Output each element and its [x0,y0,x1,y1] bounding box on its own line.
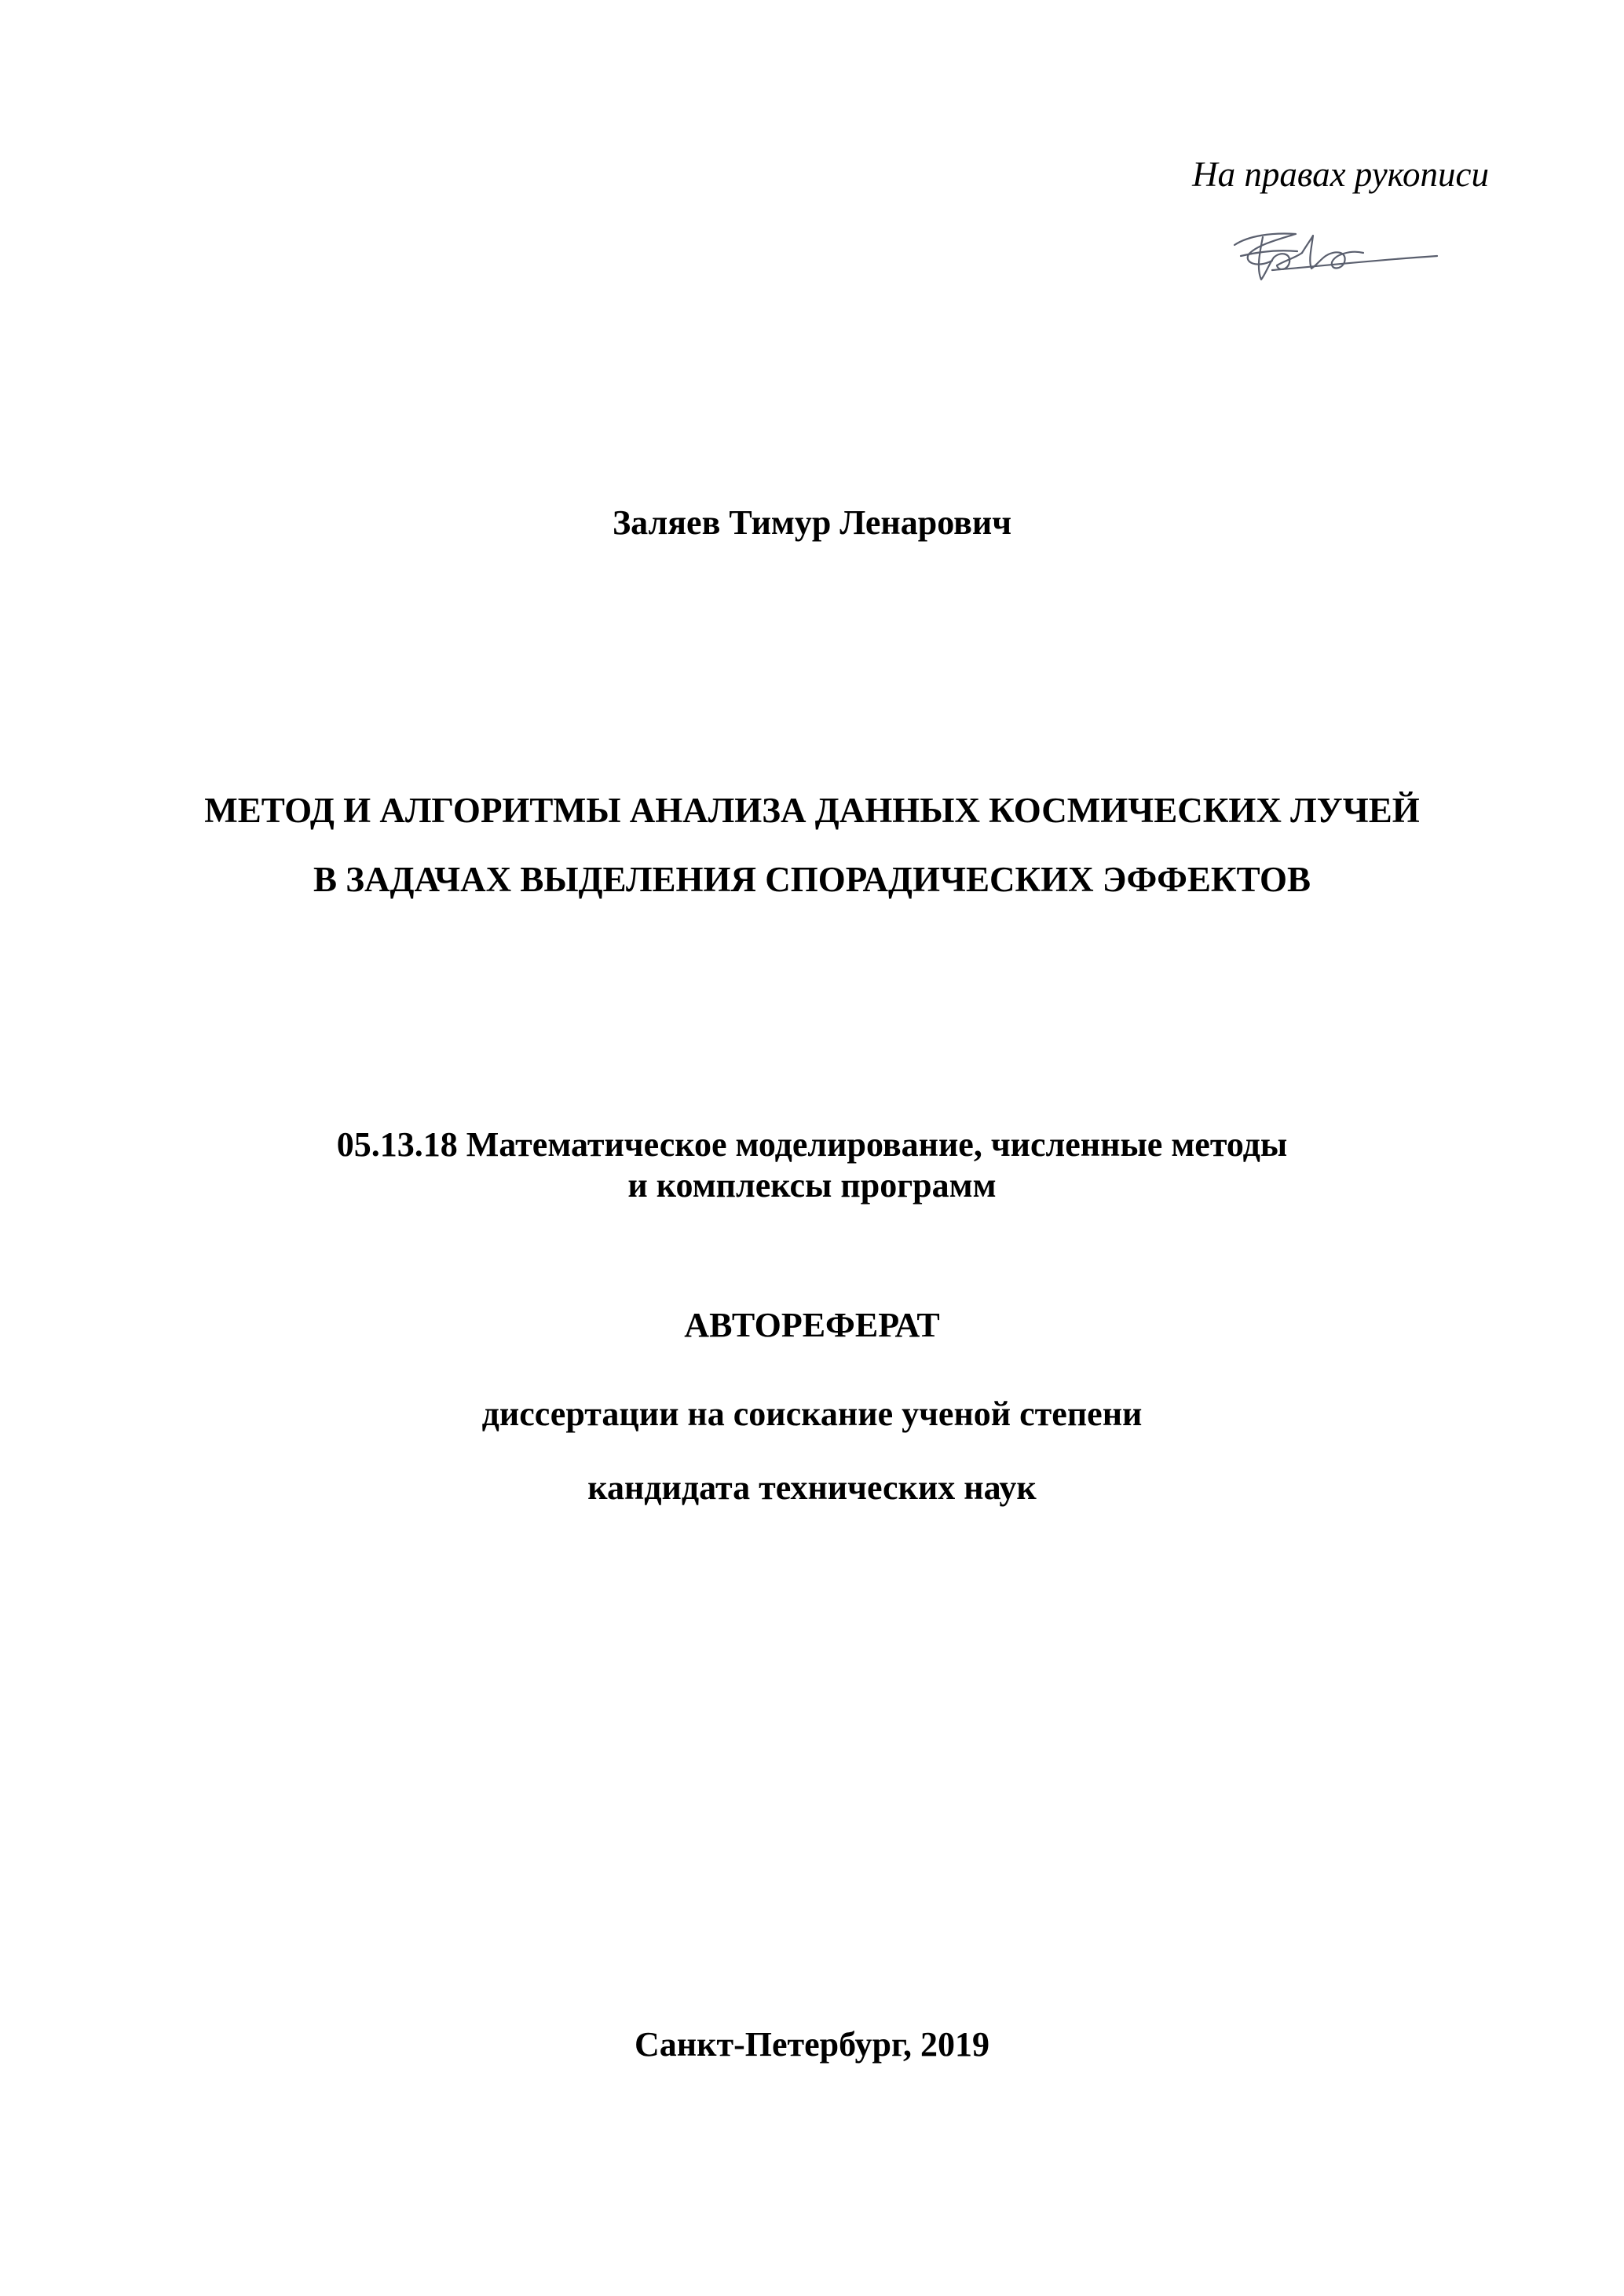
degree-line-1: диссертации на соискание ученой степени [481,1395,1143,1433]
document-type: АВТОРЕФЕРАТ [684,1306,940,1344]
specialty-line-1: 05.13.18 Математическое моделирование, численные методы [336,1125,1288,1164]
title-line-2: В ЗАДАЧАХ ВЫДЕЛЕНИЯ СПОРАДИЧЕСКИХ ЭФФЕКТОВ [313,860,1311,899]
degree-line-2: кандидата технических наук [587,1468,1037,1507]
degree [0,1377,1624,1525]
specialty-line-2: и комплексы программ [627,1166,997,1205]
rights-note: На правах рукописи [1192,155,1489,194]
author-name: Заляев Тимур Ленарович [612,503,1012,542]
signature-image [1225,221,1445,292]
specialty [0,1124,1624,1206]
title-line-1: МЕТОД И АЛГОРИТМЫ АНАЛИЗА ДАННЫХ КОСМИЧЕСКИХ ЛУЧЕЙ [204,791,1420,830]
city-year: Санкт-Петербург, 2019 [635,2025,989,2064]
dissertation-title [0,776,1624,914]
